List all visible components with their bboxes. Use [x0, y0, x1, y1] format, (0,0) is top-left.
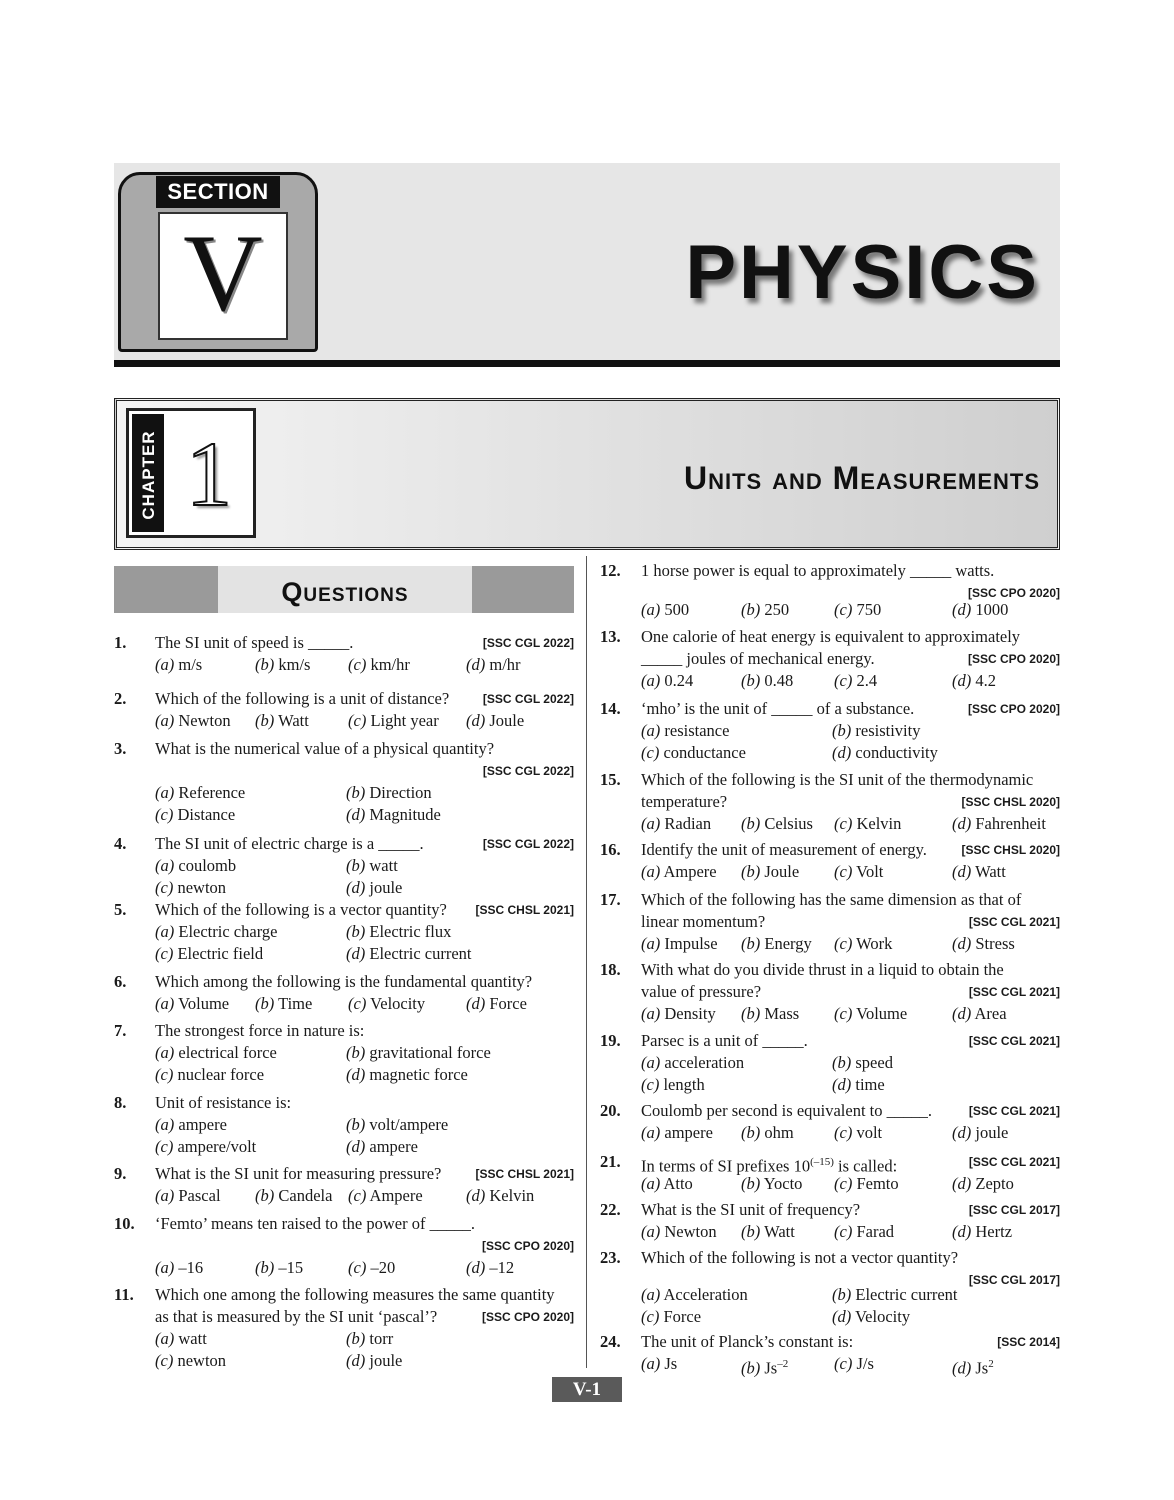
answer-option: (c) Electric field	[155, 944, 264, 963]
question-text: Which one among the following measures the same quantity	[155, 1285, 555, 1304]
answer-option: (b) Energy	[741, 934, 812, 953]
exam-source-tag: [SSC CGL 2017]	[968, 1273, 1060, 1287]
answer-option: (d) Velocity	[832, 1307, 911, 1326]
answer-option: (d) Area	[952, 1004, 1007, 1023]
answer-option: (d) m/hr	[466, 655, 521, 674]
chapter-label: CHAPTER	[139, 430, 158, 520]
answer-option: (b) Electric flux	[346, 922, 452, 941]
exam-source-tag: [SSC CPO 2020]	[967, 652, 1060, 666]
answer-option: (b) gravitational force	[346, 1043, 491, 1062]
question-number: 17.	[600, 890, 621, 909]
exam-source-tag: [SSC CPO 2020]	[967, 702, 1060, 716]
question-text: Coulomb per second is equivalent to _____.	[641, 1101, 932, 1120]
answer-option: (c) Distance	[155, 805, 236, 824]
question-text: Which of the following is not a vector quantity?	[641, 1248, 959, 1267]
answer-option: (d) joule	[952, 1123, 1009, 1142]
answer-option: (d) Electric current	[346, 944, 472, 963]
answer-option: (a) Volume	[155, 994, 230, 1013]
question-number: 20.	[600, 1101, 621, 1120]
question-number: 8.	[114, 1093, 127, 1112]
answer-option: (a) Ampere	[641, 862, 717, 881]
question-number: 10.	[114, 1214, 135, 1233]
question-number: 4.	[114, 834, 127, 853]
question-text: Which of the following is a vector quantity?	[155, 900, 447, 919]
exam-source-tag: [SSC CHSL 2020]	[961, 843, 1060, 857]
question-number: 24.	[600, 1332, 621, 1351]
answer-option: (a) coulomb	[155, 856, 237, 875]
question-number: 5.	[114, 900, 127, 919]
answer-option: (c) newton	[155, 1351, 227, 1370]
answer-option: (d) Fahrenheit	[952, 814, 1046, 833]
answer-option: (c) ampere/volt	[155, 1137, 257, 1156]
subject-title: PHYSICS	[685, 230, 1040, 315]
question-text: One calorie of heat energy is equivalent to approximately	[641, 627, 1021, 646]
chapter-number: 1	[186, 423, 232, 525]
answer-option: (c) 750	[834, 600, 882, 619]
question-text: What is the SI unit of frequency?	[641, 1200, 861, 1219]
answer-option: (d) Js$^2$	[952, 1358, 994, 1378]
answer-option: (d) Force	[466, 994, 527, 1013]
question-text: Identify the unit of measurement of energy.	[641, 840, 927, 859]
question-text: Unit of resistance is:	[155, 1093, 292, 1112]
question-text: Which of the following is the SI unit of the thermodynamic	[641, 770, 1034, 789]
answer-option: (a) Pascal	[155, 1186, 221, 1205]
answer-option: (b) Watt	[255, 711, 309, 730]
answer-option: (a) Acceleration	[641, 1285, 748, 1304]
answer-option: (d) time	[832, 1075, 885, 1094]
answer-option: (d) conductivity	[832, 743, 938, 762]
superscript: –2	[777, 1358, 789, 1370]
exam-source-tag: [SSC CHSL 2021]	[475, 903, 574, 917]
answer-option: (d) 4.2	[952, 671, 996, 690]
question-text: The unit of Planck’s constant is:	[641, 1332, 854, 1351]
answer-option: (c) Volume	[834, 1004, 908, 1023]
question-number: 12.	[600, 561, 621, 580]
answer-option: (c) length	[641, 1075, 705, 1094]
question-text: linear momentum?	[641, 912, 766, 931]
answer-option: (c) –20	[348, 1258, 396, 1277]
question-text: as that is measured by the SI unit ‘pascal’?	[155, 1307, 438, 1326]
answer-option: (c) Velocity	[348, 994, 426, 1013]
answer-option: (a) –16	[155, 1258, 204, 1277]
question-number: 2.	[114, 689, 127, 708]
answer-option: (b) 0.48	[741, 671, 794, 690]
section-label: SECTION	[156, 176, 280, 208]
answer-option: (a) Newton	[155, 711, 231, 730]
question-number: 14.	[600, 699, 621, 718]
exam-source-tag: [SSC 2014]	[997, 1335, 1060, 1349]
answer-option: (a) Newton	[641, 1222, 717, 1241]
exam-source-tag: [SSC CGL 2022]	[482, 636, 574, 650]
questions-heading: Questions	[281, 577, 409, 607]
exam-source-tag: [SSC CGL 2021]	[968, 915, 1060, 929]
answer-option: (b) Candela	[255, 1186, 333, 1205]
answer-option: (b) torr	[346, 1329, 394, 1348]
question-text: Which of the following is a unit of distance?	[155, 689, 450, 708]
exam-source-tag: [SSC CPO 2020]	[967, 586, 1060, 600]
question-text: ‘Femto’ means ten raised to the power of _____.	[155, 1214, 475, 1233]
answer-option: (a) resistance	[641, 721, 730, 740]
answer-option: (b) –15	[255, 1258, 304, 1277]
answer-option: (b) Watt	[741, 1222, 795, 1241]
answer-option: (b) Yocto	[741, 1174, 803, 1193]
question-number: 6.	[114, 972, 127, 991]
answer-option: (a) m/s	[155, 655, 203, 674]
answer-option: (b) Mass	[741, 1004, 800, 1023]
question-text: Which of the following has the same dimension as that of	[641, 890, 1022, 909]
page-number: V-1	[552, 1377, 622, 1402]
question-number: 16.	[600, 840, 621, 859]
answer-option: (c) volt	[834, 1123, 883, 1142]
question-number: 13.	[600, 627, 621, 646]
answer-option: (a) Density	[641, 1004, 716, 1023]
exam-source-tag: [SSC CGL 2021]	[968, 985, 1060, 999]
question-number: 11.	[114, 1285, 134, 1304]
answer-option: (a) 0.24	[641, 671, 694, 690]
answer-option: (d) Watt	[952, 862, 1006, 881]
exam-source-tag: [SSC CGL 2022]	[482, 764, 574, 778]
exam-source-tag: [SSC CHSL 2020]	[961, 795, 1060, 809]
answer-option: (a) Reference	[155, 783, 246, 802]
exam-source-tag: [SSC CPO 2020]	[481, 1310, 574, 1324]
question-number: 18.	[600, 960, 621, 979]
answer-option: (c) Ampere	[348, 1186, 423, 1205]
answer-option: (b) Time	[255, 994, 313, 1013]
answer-option: (b) Direction	[346, 783, 432, 802]
answer-option: (b) $Js^{-2}$	[741, 1358, 789, 1378]
answer-option: (d) Kelvin	[466, 1186, 535, 1205]
answer-option: (c) Work	[834, 934, 893, 953]
answer-option: (c) J/s	[834, 1354, 874, 1373]
question-text: ‘mho’ is the unit of _____ of a substance.	[641, 699, 915, 718]
exam-source-tag: [SSC CHSL 2021]	[475, 1167, 574, 1181]
question-text: The SI unit of speed is _____.	[155, 633, 354, 652]
question-text: The strongest force in nature is:	[155, 1021, 365, 1040]
exam-source-tag: [SSC CGL 2017]	[968, 1203, 1060, 1217]
chapter-title: Units and Measurements	[683, 460, 1040, 496]
question-text: With what do you divide thrust in a liquid to obtain the	[641, 960, 1004, 979]
answer-option: (a) 500	[641, 600, 690, 619]
answer-option: (d) Zepto	[952, 1174, 1014, 1193]
answer-option: (c) Kelvin	[834, 814, 902, 833]
answer-option: (c) Force	[641, 1307, 702, 1326]
answer-option: (c) nuclear force	[155, 1065, 265, 1084]
question-number: 19.	[600, 1031, 621, 1050]
answer-option: (a) Js	[641, 1354, 678, 1373]
exam-source-tag: [SSC CPO 2020]	[481, 1239, 574, 1253]
answer-option: (c) Farad	[834, 1222, 895, 1241]
answer-option: (d) ampere	[346, 1137, 418, 1156]
answer-option: (d) 1000	[952, 600, 1009, 619]
answer-option: (a) watt	[155, 1329, 207, 1348]
answer-option: (d) joule	[346, 878, 403, 897]
answer-option: (b) resistivity	[832, 721, 921, 740]
question-text: What is the SI unit for measuring pressure?	[155, 1164, 442, 1183]
answer-option: (a) Impulse	[641, 934, 718, 953]
question-number: 7.	[114, 1021, 127, 1040]
answer-option: (c) km/hr	[348, 655, 410, 674]
answer-option: (b) speed	[832, 1053, 893, 1072]
exam-source-tag: [SSC CGL 2021]	[968, 1034, 1060, 1048]
question-text: _____ joules of mechanical energy.	[641, 649, 875, 668]
answer-option: (a) Radian	[641, 814, 712, 833]
answer-option: (a) Atto	[641, 1174, 693, 1193]
question-text: value of pressure?	[641, 982, 762, 1001]
answer-option: (b) Celsius	[741, 814, 813, 833]
answer-option: (b) ohm	[741, 1123, 794, 1142]
answer-option: (a) ampere	[641, 1123, 713, 1142]
section-numeral: V	[183, 212, 263, 334]
question-number: 22.	[600, 1200, 621, 1219]
exam-source-tag: [SSC CGL 2021]	[968, 1155, 1060, 1169]
answer-option: (a) electrical force	[155, 1043, 277, 1062]
superscript: (–15)	[810, 1156, 834, 1168]
answer-option: (b) Joule	[741, 862, 800, 881]
answer-option: (b) volt/ampere	[346, 1115, 449, 1134]
question-number: 21.	[600, 1152, 621, 1171]
column-divider	[586, 556, 587, 1368]
answer-option: (d) Joule	[466, 711, 525, 730]
answer-option: (a) ampere	[155, 1115, 227, 1134]
exam-source-tag: [SSC CGL 2022]	[482, 692, 574, 706]
answer-option: (d) Magnitude	[346, 805, 441, 824]
question-number: 23.	[600, 1248, 621, 1267]
question-text: In terms of SI prefixes $10^{(-15)}$ is called:	[641, 1156, 898, 1176]
answer-option: (a) Electric charge	[155, 922, 278, 941]
exam-source-tag: [SSC CGL 2022]	[482, 837, 574, 851]
answer-option: (d) Hertz	[952, 1222, 1013, 1241]
superscript: 2	[988, 1358, 994, 1370]
question-text: The SI unit of electric charge is a _____.	[155, 834, 424, 853]
answer-option: (c) Light year	[348, 711, 439, 730]
question-number: 3.	[114, 739, 127, 758]
question-text: 1 horse power is equal to approximately _____ watts.	[641, 561, 995, 580]
question-text: temperature?	[641, 792, 728, 811]
answer-option: (b) km/s	[255, 655, 311, 674]
question-number: 15.	[600, 770, 621, 789]
answer-option: (d) magnetic force	[346, 1065, 468, 1084]
answer-option: (b) watt	[346, 856, 398, 875]
answer-option: (d) Stress	[952, 934, 1015, 953]
answer-option: (c) 2.4	[834, 671, 878, 690]
answer-option: (c) newton	[155, 878, 227, 897]
answer-option: (d) –12	[466, 1258, 515, 1277]
answer-option: (d) joule	[346, 1351, 403, 1370]
answer-option: (b) 250	[741, 600, 790, 619]
answer-option: (c) conductance	[641, 743, 746, 762]
answer-option: (c) Volt	[834, 862, 884, 881]
question-number: 1.	[114, 633, 127, 652]
question-text: Parsec is a unit of _____.	[641, 1031, 808, 1050]
answer-option: (b) Electric current	[832, 1285, 958, 1304]
exam-source-tag: [SSC CGL 2021]	[968, 1104, 1060, 1118]
question-number: 9.	[114, 1164, 127, 1183]
question-text: Which among the following is the fundamental quantity?	[155, 972, 533, 991]
question-text: What is the numerical value of a physical quantity?	[155, 739, 495, 758]
answer-option: (a) acceleration	[641, 1053, 745, 1072]
answer-option: (c) Femto	[834, 1174, 899, 1193]
